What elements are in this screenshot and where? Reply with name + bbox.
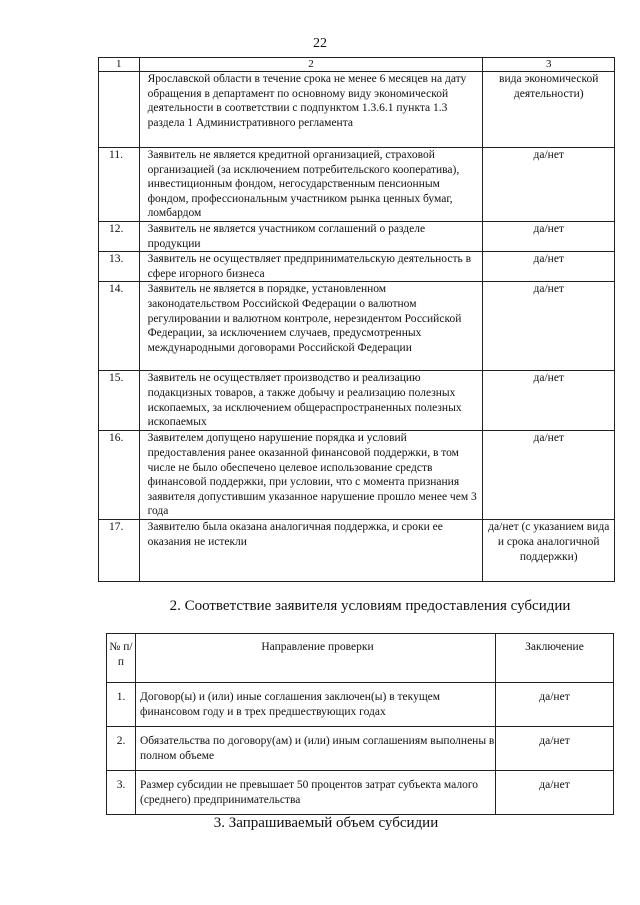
row-number: [99, 72, 140, 148]
row-value: да/нет: [483, 221, 615, 251]
header-cell-2: 2: [139, 58, 483, 72]
row-number: 1.: [107, 683, 136, 727]
table-header-row: [107, 634, 614, 683]
table-row: [99, 282, 615, 371]
header-cell-3: 3: [483, 58, 615, 72]
row-number: 11.: [99, 148, 140, 222]
row-text: Заявитель не осуществляет производство и реализацию подакцизных товаров, а также добычу и реализацию полезных ископаемых, за исключением общераспространенных полезных ископаемых: [139, 371, 483, 431]
section-2-title: 2. Соответствие заявителя условиям предоставления субсидии: [169, 598, 571, 614]
row-value: да/нет: [483, 148, 615, 222]
header-num: № п/п: [107, 634, 136, 683]
row-number: 16.: [99, 431, 140, 520]
row-text: Заявитель не является кредитной организацией, страховой организацией (за исключением потребительского кооператива), инвестиционным фондом, негосударственным пенсионным фондом, профессиональным участником рынка ценных бумаг, ломбардом: [139, 148, 483, 222]
eligibility-table: [98, 57, 615, 582]
header-conclusion: Заключение: [496, 634, 614, 683]
table-header-row: [99, 58, 615, 72]
section-3-title: 3. Запрашиваемый объем субсидии: [213, 815, 439, 831]
row-text: Заявитель не осуществляет предпринимательскую деятельность в сфере игорного бизнеса: [139, 252, 483, 282]
table-row: [99, 520, 615, 582]
row-text: Заявитель не является участником соглашений о разделе продукции: [139, 221, 483, 251]
table-row: [99, 371, 615, 431]
row-text: Заявителем допущено нарушение порядка и условий предоставления ранее оказанной финансовой поддержки, в том числе не было обеспечено целевое использование средств финансовой поддержки, при условии, что с момента признания заявителя допустившим указанное нарушение прошло менее чем 3 года: [139, 431, 483, 520]
row-value: да/нет: [483, 252, 615, 282]
header-cell-1: 1: [99, 58, 140, 72]
row-value: да/нет: [496, 771, 614, 815]
row-text: Договор(ы) и (или) иные соглашения заключен(ы) в текущем финансовом году и в трех предшествующих годах: [136, 683, 496, 727]
table-row: [99, 72, 615, 148]
table-row: [99, 221, 615, 251]
row-number: 2.: [107, 727, 136, 771]
row-text: Заявителю была оказана аналогичная поддержка, и сроки ее оказания не истекли: [139, 520, 483, 582]
table-row: [99, 252, 615, 282]
conditions-table: [106, 633, 614, 815]
table-row: [107, 683, 614, 727]
row-text: Обязательства по договору(ам) и (или) иным соглашениям выполнены в полном объеме: [136, 727, 496, 771]
table-row: [107, 771, 614, 815]
header-direction: Направление проверки: [136, 634, 496, 683]
row-text: Ярославской области в течение срока не менее 6 месяцев на дату обращения в департамент по основному виду экономической деятельности в соответствии с подпунктом 1.3.6.1 пункта 1.3 раздела 1 Административного регламента: [139, 72, 483, 148]
table-row: [107, 727, 614, 771]
row-value: да/нет: [483, 282, 615, 371]
row-number: 14.: [99, 282, 140, 371]
row-value: да/нет: [483, 371, 615, 431]
row-value: да/нет: [483, 431, 615, 520]
row-number: 12.: [99, 221, 140, 251]
table-row: [99, 431, 615, 520]
row-value: да/нет: [496, 683, 614, 727]
row-value: вида экономической деятельности): [483, 72, 615, 148]
row-number: 15.: [99, 371, 140, 431]
row-number: 17.: [99, 520, 140, 582]
row-text: Заявитель не является в порядке, установленном законодательством Российской Федерации о валютном регулировании и валютном контроле, нерезидентом Российской Федерации, за исключением случаев, предусмотренных международными договорами Российской Федерации: [139, 282, 483, 371]
row-number: 13.: [99, 252, 140, 282]
row-text: Размер субсидии не превышает 50 процентов затрат субъекта малого (среднего) предпринимательства: [136, 771, 496, 815]
page-number: 22: [313, 36, 327, 51]
table-row: [99, 148, 615, 222]
row-number: 3.: [107, 771, 136, 815]
row-value: да/нет: [496, 727, 614, 771]
row-value: да/нет (с указанием вида и срока аналогичной поддержки): [483, 520, 615, 582]
